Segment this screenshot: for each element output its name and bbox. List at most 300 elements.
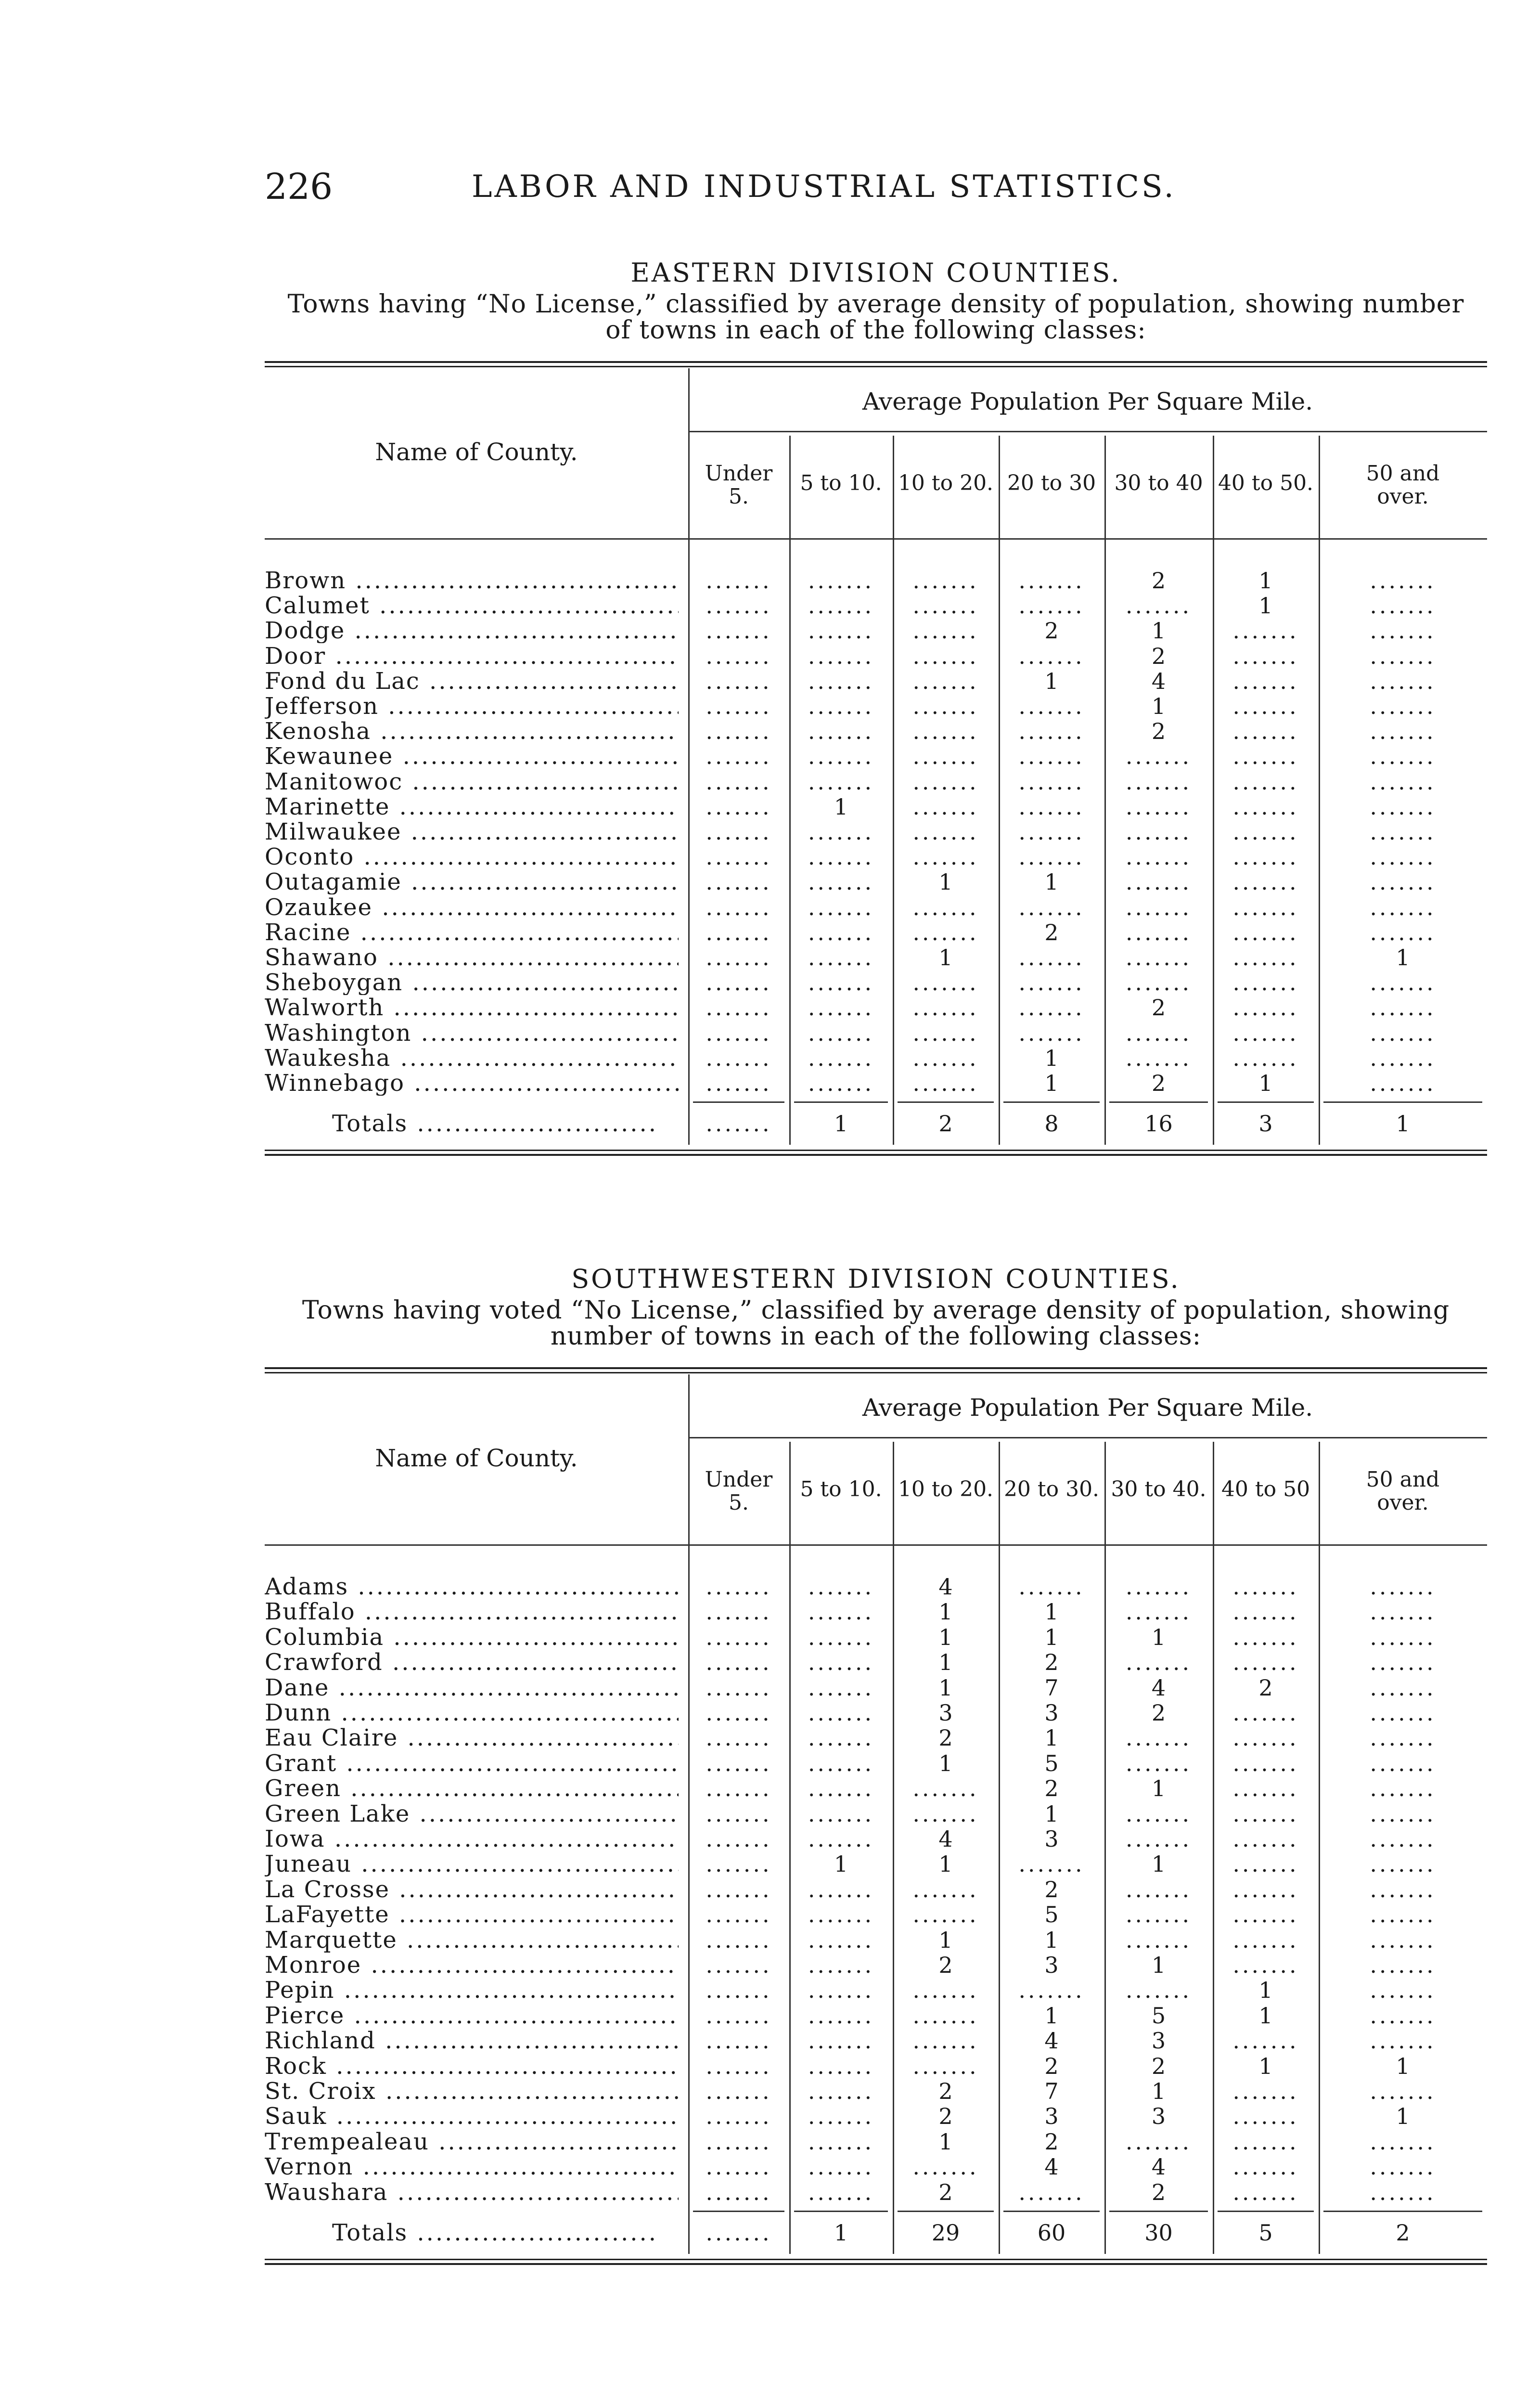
cell-count [789, 1877, 893, 1902]
table-row [265, 869, 1487, 894]
cell-count: 1 [938, 1650, 953, 1675]
cell-count [893, 618, 999, 643]
table-row [265, 2079, 1487, 2104]
table-row [265, 995, 1487, 1020]
cell-count: 4 [1151, 1675, 1166, 1700]
cell-count [1319, 2129, 1487, 2154]
cell-count [893, 1071, 999, 1096]
cell-count [1319, 669, 1487, 694]
southwestern-division-description: Towns having voted “No License,” classified by average density of population, showing number of towns in each of the following classes: [302, 1296, 1450, 1351]
southwestern-division-section [265, 1264, 1487, 2246]
cell-count [789, 895, 893, 920]
cell-count: 1 [1258, 1978, 1273, 2003]
cell-count [688, 2079, 789, 2104]
column-header-2: 5 to 10. [800, 1477, 882, 1501]
cell-count [893, 1902, 999, 1927]
cell-count [1213, 1902, 1319, 1927]
table-row [265, 2180, 1487, 2205]
totals-separator-5 [1109, 1101, 1208, 1103]
cell-count [893, 970, 999, 995]
density-group-header: Average Population Per Square Mile. [862, 1394, 1313, 1422]
cell-count: 1 [1396, 945, 1410, 970]
cell-count [789, 1599, 893, 1624]
cell-count [893, 995, 999, 1020]
column-header-7: 50 and over. [1366, 461, 1440, 509]
county-name: Shawano ..... [265, 945, 679, 970]
cell-count [1319, 1599, 1487, 1624]
cell-count [688, 593, 789, 618]
cell-count: 2 [1151, 1700, 1166, 1725]
county-name: Eau Claire ..... [265, 1725, 679, 1750]
cell-count [789, 2129, 893, 2154]
table-row [265, 694, 1487, 719]
cell-count: 1 [1151, 2079, 1166, 2104]
cell-count [1213, 1725, 1319, 1750]
southwestern-division-title: SOUTHWESTERN DIVISION COUNTIES. [571, 1264, 1181, 1294]
cell-count [999, 1574, 1104, 1599]
cell-count: 2 [938, 1953, 953, 1978]
cell-count [1319, 694, 1487, 719]
table-row [265, 769, 1487, 794]
cell-count: 1 [1258, 2053, 1273, 2079]
cell-count [1319, 2079, 1487, 2104]
cell-count: 4 [1044, 2028, 1059, 2054]
cell-count: 2 [1151, 2053, 1166, 2079]
cell-count [789, 945, 893, 970]
cell-count [688, 1071, 789, 1096]
cell-count [999, 995, 1104, 1020]
cell-count: 3 [1151, 2104, 1166, 2129]
cell-count [688, 2129, 789, 2154]
cell-count [1213, 1851, 1319, 1876]
totals-separator-5 [1109, 2211, 1208, 2212]
cell-count [789, 1928, 893, 1953]
cell-count [999, 1978, 1104, 2003]
cell-count [789, 1776, 893, 1801]
cell-count: 2 [938, 2079, 953, 2104]
cell-count [1213, 1801, 1319, 1826]
cell-count [999, 769, 1104, 794]
county-name: Jefferson ..... [265, 694, 679, 719]
cell-count: 2 [1044, 2129, 1059, 2154]
table-row [265, 744, 1487, 769]
cell-count: 3 [1044, 1953, 1059, 1978]
cell-count [688, 1928, 789, 1953]
cell-count [688, 2003, 789, 2028]
county-name: Manitowoc ..... [265, 769, 679, 794]
table-row [265, 2054, 1487, 2079]
cell-count [1104, 2129, 1213, 2154]
cell-count: 2 [1151, 568, 1166, 593]
cell-count [789, 1071, 893, 1096]
table-row [265, 970, 1487, 995]
cell-count [1104, 1599, 1213, 1624]
cell-count [789, 869, 893, 894]
cell-count [1104, 920, 1213, 945]
cell-count [999, 794, 1104, 819]
cell-count [1319, 869, 1487, 894]
cell-count [999, 945, 1104, 970]
cell-count [789, 2104, 893, 2129]
totals-value: 1 [1396, 1111, 1410, 1137]
cell-count [999, 2180, 1104, 2205]
cell-count [1213, 1021, 1319, 1046]
cell-count [893, 2003, 999, 2028]
table-row [265, 1725, 1487, 1750]
cell-count [999, 744, 1104, 769]
table-row [265, 1071, 1487, 1096]
running-head [265, 166, 1487, 214]
cell-count: 4 [1044, 2154, 1059, 2180]
county-name: Door ..... [265, 644, 679, 669]
cell-count [893, 644, 999, 669]
cell-count [688, 1650, 789, 1675]
eastern-division-section [265, 258, 1487, 1138]
cell-count [1319, 1776, 1487, 1801]
cell-count [1213, 618, 1319, 643]
cell-count [688, 2104, 789, 2129]
county-name: Outagamie ..... [265, 869, 679, 894]
cell-count [789, 644, 893, 669]
cell-count [1319, 1877, 1487, 1902]
table-row [265, 945, 1487, 970]
southwestern-division-table [265, 1367, 1487, 2282]
cell-count [893, 568, 999, 593]
cell-count [1319, 1574, 1487, 1599]
cell-count: 3 [1044, 2104, 1059, 2129]
table-row [265, 719, 1487, 744]
cell-count [789, 1625, 893, 1650]
cell-count: 2 [938, 2179, 953, 2205]
cell-count [1319, 1902, 1487, 1927]
county-name: Waushara ..... [265, 2180, 679, 2205]
cell-count [688, 669, 789, 694]
cell-count: 2 [1151, 2179, 1166, 2205]
cell-count [789, 1650, 893, 1675]
county-name: Waukesha ..... [265, 1046, 679, 1071]
cell-count [789, 920, 893, 945]
cell-count [893, 744, 999, 769]
totals-separator-6 [1218, 1101, 1314, 1103]
cell-count [688, 1877, 789, 1902]
cell-count [1319, 1071, 1487, 1096]
cell-count: 3 [938, 1700, 953, 1725]
cell-count [688, 794, 789, 819]
county-name: Grant ..... [265, 1751, 679, 1776]
cell-count [789, 593, 893, 618]
table-row [265, 1675, 1487, 1700]
cell-count: 4 [938, 1574, 953, 1599]
cell-count [1213, 1826, 1319, 1851]
cell-count: 1 [1044, 1045, 1059, 1071]
cell-count [1213, 2129, 1319, 2154]
cell-count [1104, 1826, 1213, 1851]
cell-count [1213, 869, 1319, 894]
cell-count [789, 568, 893, 593]
cell-count [893, 1978, 999, 2003]
cell-count [688, 844, 789, 869]
cell-count: 1 [1044, 1801, 1059, 1826]
cell-count [893, 1877, 999, 1902]
totals-value: 30 [1144, 2220, 1173, 2245]
cell-count: 1 [1151, 1851, 1166, 1877]
cell-count [1319, 719, 1487, 744]
cell-count: 1 [834, 794, 848, 819]
cell-count [1319, 2180, 1487, 2205]
cell-count [789, 2003, 893, 2028]
cell-count: 1 [938, 1599, 953, 1625]
cell-count [1104, 1902, 1213, 1927]
column-header-6: 40 to 50 [1221, 1477, 1310, 1501]
cell-count [688, 1599, 789, 1624]
cell-count [1104, 1725, 1213, 1750]
cell-count [1319, 1751, 1487, 1776]
cell-count [1319, 995, 1487, 1020]
cell-count: 1 [1396, 2053, 1410, 2079]
cell-count [1319, 744, 1487, 769]
cell-count [688, 1978, 789, 2003]
cell-count [1213, 1877, 1319, 1902]
cell-count: 1 [938, 945, 953, 970]
county-name: Sheboygan ..... [265, 970, 679, 995]
cell-count [1104, 769, 1213, 794]
cell-count [789, 1725, 893, 1750]
cell-count: 2 [1044, 1776, 1059, 1801]
county-name: St. Croix ..... [265, 2079, 679, 2104]
totals-value: 29 [931, 2220, 960, 2245]
cell-count [688, 995, 789, 1020]
county-name: Juneau ..... [265, 1851, 679, 1876]
cell-count [789, 694, 893, 719]
county-name: Richland ..... [265, 2028, 679, 2053]
cell-count [1213, 2154, 1319, 2179]
county-column-header: Name of County. [375, 438, 578, 466]
county-name: Walworth ..... [265, 995, 679, 1020]
column-header-5: 30 to 40 [1114, 471, 1203, 495]
cell-count [893, 719, 999, 744]
cell-count [1319, 1826, 1487, 1851]
totals-separator-4 [1003, 2211, 1100, 2212]
cell-count: 5 [1044, 1902, 1059, 1928]
cell-count [1104, 1751, 1213, 1776]
cell-count [1213, 1751, 1319, 1776]
table-top-rule [265, 1367, 1487, 1373]
cell-count [688, 1675, 789, 1700]
cell-count [789, 2154, 893, 2179]
cell-count [1213, 1046, 1319, 1071]
county-name: Pierce ..... [265, 2003, 679, 2028]
cell-count [1319, 568, 1487, 593]
column-header-2: 5 to 10. [800, 471, 882, 495]
cell-count [688, 694, 789, 719]
cell-count [999, 719, 1104, 744]
cell-count [688, 1046, 789, 1071]
county-column-header: Name of County. [375, 1444, 578, 1472]
running-title: LABOR AND INDUSTRIAL STATISTICS. [472, 169, 1176, 205]
cell-count: 4 [1151, 668, 1166, 694]
county-name: Racine ..... [265, 920, 679, 945]
cell-count: 5 [1044, 1750, 1059, 1776]
table-row [265, 2104, 1487, 2129]
cell-count [1213, 1650, 1319, 1675]
county-name: Crawford ..... [265, 1650, 679, 1675]
table-row [265, 2129, 1487, 2154]
cell-count [1104, 1928, 1213, 1953]
totals-label: Totals ..... [332, 1111, 658, 1136]
cell-count [688, 2054, 789, 2079]
cell-count [1104, 819, 1213, 844]
cell-count: 1 [1044, 668, 1059, 694]
cell-count: 1 [1044, 1725, 1059, 1751]
county-name: Dodge ..... [265, 618, 679, 643]
cell-count: 1 [1044, 1624, 1059, 1650]
cell-count: 2 [1151, 1071, 1166, 1096]
cell-count [1319, 1675, 1487, 1700]
cell-count [688, 1574, 789, 1599]
county-name: Dane ..... [265, 1675, 679, 1700]
county-name: Dunn ..... [265, 1700, 679, 1725]
cell-count [1319, 970, 1487, 995]
cell-count: 2 [938, 1725, 953, 1751]
county-name: Marinette ..... [265, 794, 679, 819]
cell-count [1319, 644, 1487, 669]
cell-count [1104, 945, 1213, 970]
cell-count [1213, 1953, 1319, 1978]
totals-separator-7 [1323, 1101, 1482, 1103]
table-row [265, 568, 1487, 593]
cell-count [688, 1776, 789, 1801]
table-bottom-rule [265, 2259, 1487, 2265]
cell-count [789, 844, 893, 869]
table-row [265, 1625, 1487, 1650]
county-name: Green Lake ..... [265, 1801, 679, 1826]
county-name: Winnebago ..... [265, 1071, 679, 1096]
cell-count [1213, 2079, 1319, 2104]
county-name: Kewaunee ..... [265, 744, 679, 769]
cell-count [789, 1826, 893, 1851]
cell-count [1104, 1877, 1213, 1902]
table-row [265, 1751, 1487, 1776]
cell-count: 1 [1258, 568, 1273, 593]
cell-count [688, 644, 789, 669]
cell-count: 2 [1044, 919, 1059, 945]
table-row [265, 794, 1487, 819]
county-name: Washington ..... [265, 1021, 679, 1046]
table-row [265, 844, 1487, 869]
cell-count [1104, 869, 1213, 894]
cell-count: 1 [1258, 593, 1273, 619]
cell-count [1319, 2154, 1487, 2179]
cell-count [1319, 593, 1487, 618]
totals-row [265, 2220, 1487, 2245]
totals-separator-7 [1323, 2211, 1482, 2212]
cell-count [1104, 744, 1213, 769]
cell-count [1213, 1574, 1319, 1599]
header-bottom-rule [265, 538, 1487, 540]
table-row [265, 2154, 1487, 2179]
cell-count: 2 [1044, 2053, 1059, 2079]
cell-count [893, 819, 999, 844]
cell-count [1213, 1928, 1319, 1953]
cell-count [688, 1021, 789, 1046]
cell-count [1104, 794, 1213, 819]
cell-count [1213, 744, 1319, 769]
cell-count [1213, 2104, 1319, 2129]
cell-count [999, 1851, 1104, 1876]
cell-count [999, 844, 1104, 869]
table-row [265, 1801, 1487, 1826]
county-name: Vernon ..... [265, 2154, 679, 2179]
county-name: Adams ..... [265, 1574, 679, 1599]
cell-count [1319, 895, 1487, 920]
cell-count [1213, 1625, 1319, 1650]
cell-count [893, 895, 999, 920]
cell-count [688, 719, 789, 744]
cell-count [1213, 995, 1319, 1020]
table-row [265, 644, 1487, 669]
column-header-1: Under 5. [705, 1467, 773, 1515]
cell-count [1213, 895, 1319, 920]
table-row [265, 895, 1487, 920]
county-name: Rock ..... [265, 2054, 679, 2079]
cell-count [688, 819, 789, 844]
cell-count [1319, 844, 1487, 869]
cell-count [1104, 970, 1213, 995]
cell-count [789, 669, 893, 694]
county-name: Oconto ..... [265, 844, 679, 869]
group-header-underline [688, 1437, 1487, 1438]
cell-count [1319, 769, 1487, 794]
cell-count [1319, 794, 1487, 819]
cell-count: 1 [1151, 618, 1166, 644]
cell-count [999, 593, 1104, 618]
page-number: 226 [265, 166, 333, 207]
cell-count [893, 1776, 999, 1801]
table-bottom-rule [265, 1150, 1487, 1156]
cell-count [1319, 1625, 1487, 1650]
totals-value: 2 [1396, 2220, 1410, 2245]
cell-count [789, 769, 893, 794]
cell-count [1319, 2003, 1487, 2028]
totals-separator-1 [693, 1101, 784, 1103]
cell-count [688, 1625, 789, 1650]
cell-count [1319, 920, 1487, 945]
totals-value [688, 1111, 789, 1136]
cell-count: 3 [1044, 1826, 1059, 1851]
totals-value: 16 [1144, 1111, 1173, 1137]
cell-count: 1 [1258, 1071, 1273, 1096]
table-row [265, 1021, 1487, 1046]
county-name: Fond du Lac ..... [265, 669, 679, 694]
totals-value: 60 [1037, 2220, 1066, 2245]
cell-count [893, 2028, 999, 2053]
column-header-5: 30 to 40. [1111, 1477, 1206, 1501]
cell-count [688, 568, 789, 593]
cell-count: 7 [1044, 1675, 1059, 1700]
totals-separator-2 [794, 1101, 888, 1103]
cell-count [688, 1953, 789, 1978]
cell-count [688, 895, 789, 920]
county-name: Brown ..... [265, 568, 679, 593]
eastern-division-title: EASTERN DIVISION COUNTIES. [630, 258, 1121, 288]
cell-count [893, 593, 999, 618]
table-row [265, 819, 1487, 844]
county-name: Iowa ..... [265, 1826, 679, 1851]
eastern-division-table [265, 361, 1487, 1179]
table-row [265, 1978, 1487, 2003]
cell-count [688, 618, 789, 643]
cell-count: 3 [1044, 1700, 1059, 1725]
